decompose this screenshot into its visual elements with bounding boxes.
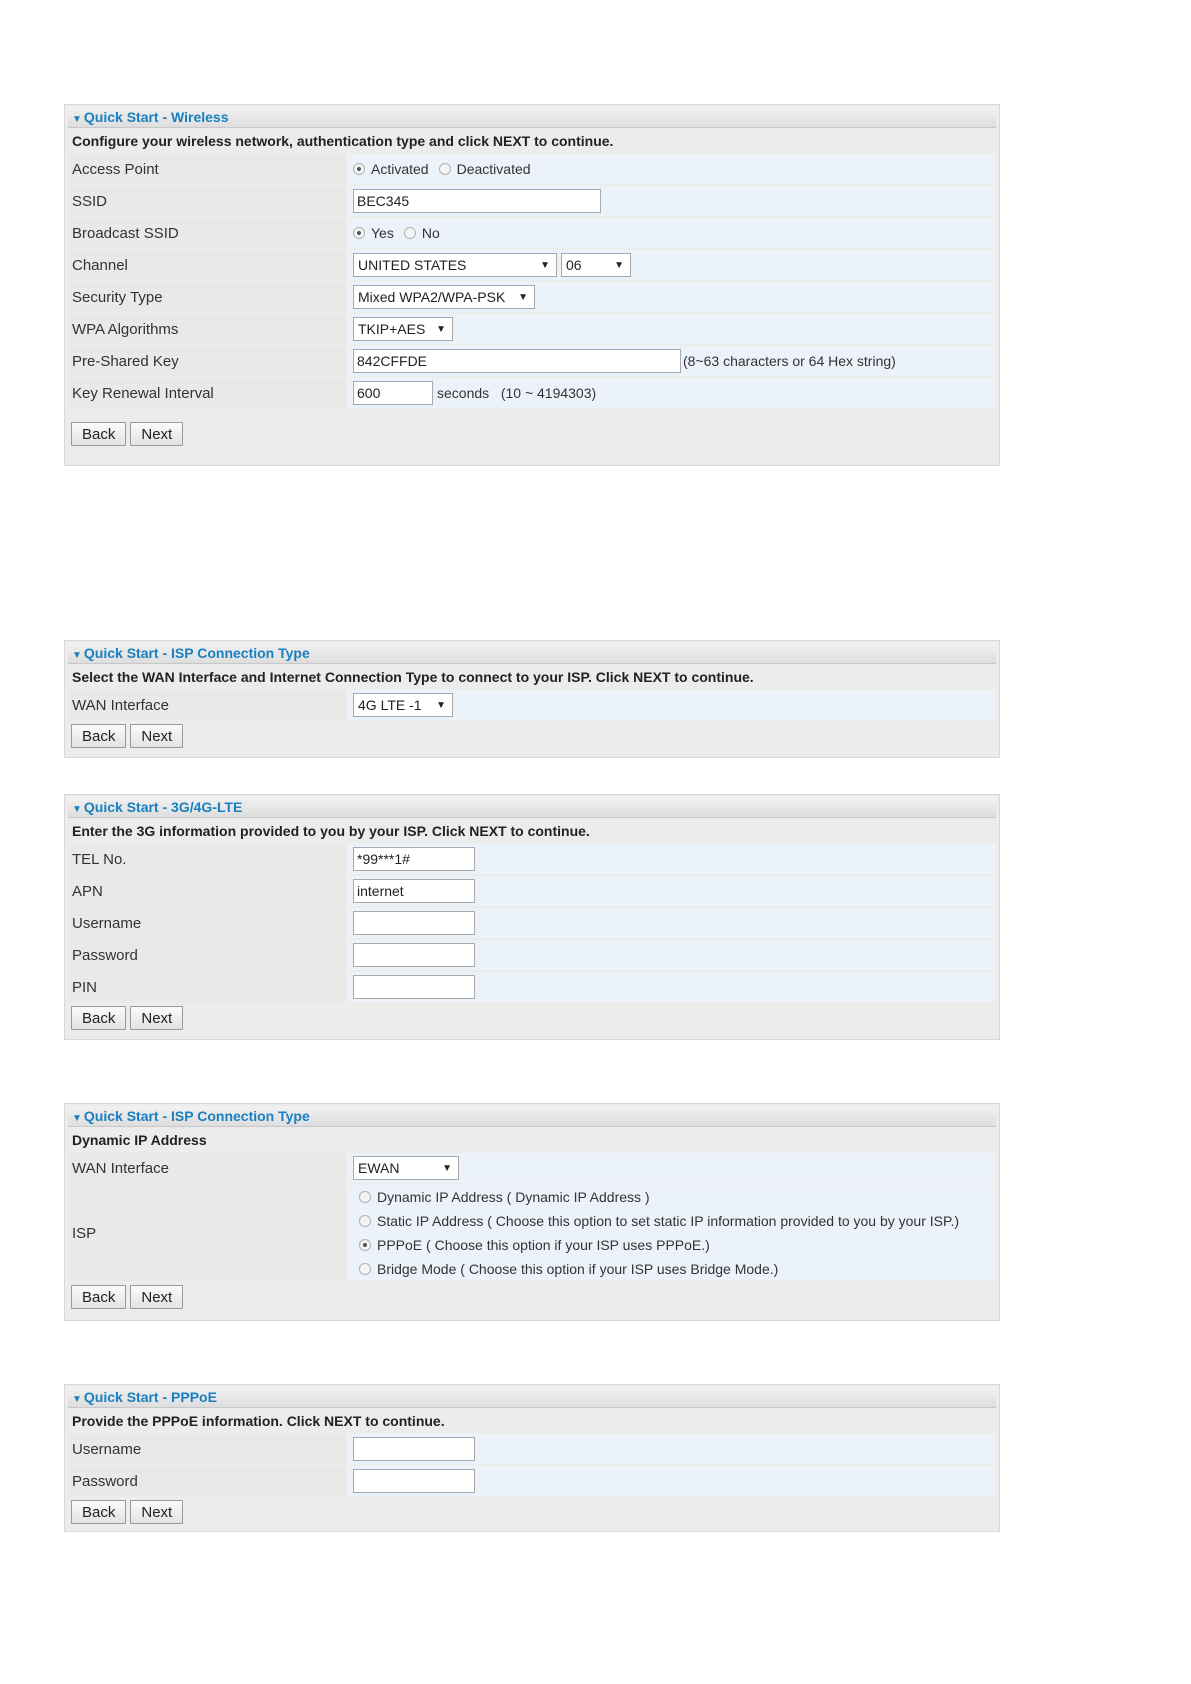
row-lte-username — [68, 908, 996, 938]
row-channel — [68, 250, 996, 280]
isp-option-static-label: Static IP Address ( Choose this option to set static IP information provided to you by your ISP.) — [377, 1213, 960, 1229]
wireless-description: Configure your wireless network, authentication type and click NEXT to continue. — [72, 133, 614, 149]
broadcast-ssid-label: Broadcast SSID — [68, 218, 345, 248]
row-wan-interface-ewan — [68, 1153, 996, 1183]
next-button[interactable]: Next — [130, 1285, 183, 1309]
pppoe-buttons — [68, 1498, 996, 1524]
row-wpa-algorithms — [68, 314, 996, 344]
wireless-buttons — [68, 410, 996, 446]
wireless-panel-title — [68, 107, 996, 128]
channel-country-text: UNITED STATES — [358, 257, 467, 273]
wan-interface-value — [347, 1153, 996, 1183]
back-button[interactable]: Back — [71, 1500, 126, 1524]
wan-interface-text: 4G LTE -1 — [358, 697, 422, 713]
wan-interface-select[interactable] — [353, 693, 453, 717]
tel-no-value — [347, 844, 996, 874]
collapse-triangle-icon[interactable]: ▼ — [72, 114, 82, 125]
next-button[interactable]: Next — [130, 1006, 183, 1030]
next-button[interactable]: Next — [130, 1500, 183, 1524]
pre-shared-key-value — [347, 346, 996, 376]
wpa-algorithms-select[interactable] — [353, 317, 453, 341]
collapse-triangle-icon[interactable]: ▼ — [72, 804, 82, 815]
broadcast-ssid-value — [347, 218, 996, 248]
radio-off-icon[interactable] — [404, 227, 416, 239]
wpa-algorithms-text: TKIP+AES — [358, 321, 426, 337]
collapse-triangle-icon[interactable]: ▼ — [72, 1394, 82, 1405]
collapse-triangle-icon[interactable]: ▼ — [72, 1113, 82, 1124]
row-tel-no — [68, 844, 996, 874]
radio-on-icon[interactable] — [353, 227, 365, 239]
access-point-label: Access Point — [68, 154, 345, 184]
row-pin — [68, 972, 996, 1002]
wan-interface-label: WAN Interface — [68, 1153, 345, 1183]
apn-label: APN — [68, 876, 345, 906]
lte-description: Enter the 3G information provided to you by your ISP. Click NEXT to continue. — [72, 823, 590, 839]
isp-type-title-text: Quick Start - ISP Connection Type — [83, 1108, 310, 1124]
chevron-down-icon: ▼ — [436, 699, 446, 711]
wireless-title-text: Quick Start - Wireless — [83, 109, 229, 125]
pin-label: PIN — [68, 972, 345, 1002]
chevron-down-icon: ▼ — [518, 291, 528, 303]
tel-no-input[interactable]: *99***1# — [353, 847, 475, 871]
next-button[interactable]: Next — [130, 724, 183, 748]
isp-option-bridge-label: Bridge Mode ( Choose this option if your ISP uses Bridge Mode.) — [377, 1261, 779, 1277]
key-renewal-label: Key Renewal Interval — [68, 378, 345, 408]
isp-type-description: Dynamic IP Address — [72, 1132, 207, 1148]
lte-username-value — [347, 908, 996, 938]
pppoe-password-label: Password — [68, 1466, 345, 1496]
isp-option-pppoe-label: PPPoE ( Choose this option if your ISP uses PPPoE.) — [377, 1237, 710, 1253]
key-renewal-value — [347, 378, 996, 408]
access-point-value — [347, 154, 996, 184]
back-button[interactable]: Back — [71, 1285, 126, 1309]
radio-on-icon[interactable] — [359, 1239, 371, 1251]
channel-number-text: 06 — [566, 257, 582, 273]
lte-password-label: Password — [68, 940, 345, 970]
isp-options — [347, 1185, 996, 1281]
next-button[interactable]: Next — [130, 422, 183, 446]
isp-type-panel — [64, 1103, 1000, 1321]
pppoe-password-input[interactable] — [353, 1469, 475, 1493]
key-renewal-hint: seconds (10 ~ 4194303) — [437, 385, 597, 401]
row-lte-password — [68, 940, 996, 970]
key-renewal-input[interactable]: 600 — [353, 381, 433, 405]
deactivated-label: Deactivated — [456, 161, 531, 177]
radio-off-icon[interactable] — [359, 1191, 371, 1203]
isp-label: ISP — [68, 1185, 345, 1281]
isp-option-dynamic-label: Dynamic IP Address ( Dynamic IP Address ) — [377, 1189, 650, 1205]
wan-interface-text: EWAN — [358, 1160, 400, 1176]
pppoe-password-value — [347, 1466, 996, 1496]
pppoe-username-value — [347, 1434, 996, 1464]
chevron-down-icon: ▼ — [442, 1162, 452, 1174]
row-pppoe-username — [68, 1434, 996, 1464]
lte-buttons — [68, 1004, 996, 1030]
collapse-triangle-icon[interactable]: ▼ — [72, 650, 82, 661]
lte-title-text: Quick Start - 3G/4G-LTE — [83, 799, 243, 815]
pppoe-description: Provide the PPPoE information. Click NEXT to continue. — [72, 1413, 445, 1429]
pppoe-panel-title — [68, 1387, 996, 1408]
row-access-point — [68, 154, 996, 184]
isp-connection-description: Select the WAN Interface and Internet Connection Type to connect to your ISP. Click NEXT to continue. — [72, 669, 754, 685]
row-pppoe-password — [68, 1466, 996, 1496]
isp-connection-title-text: Quick Start - ISP Connection Type — [83, 645, 310, 661]
isp-option-bridge[interactable] — [359, 1259, 778, 1279]
security-type-value — [347, 282, 996, 312]
wan-interface-select[interactable] — [353, 1156, 459, 1180]
ssid-label: SSID — [68, 186, 345, 216]
lte-username-label: Username — [68, 908, 345, 938]
isp-connection-buttons — [68, 722, 996, 748]
row-wan-interface — [68, 690, 996, 720]
isp-option-pppoe[interactable] — [359, 1235, 710, 1255]
lte-panel — [64, 794, 1000, 1040]
isp-type-panel-title — [68, 1106, 996, 1127]
pppoe-username-label: Username — [68, 1434, 345, 1464]
channel-value — [347, 250, 996, 280]
back-button[interactable]: Back — [71, 1006, 126, 1030]
channel-country-select[interactable] — [353, 253, 557, 277]
lte-password-input[interactable] — [353, 943, 475, 967]
broadcast-no-option[interactable] — [404, 225, 440, 241]
apn-value — [347, 876, 996, 906]
wireless-panel — [64, 104, 1000, 466]
ssid-value — [347, 186, 996, 216]
broadcast-yes-option[interactable] — [353, 225, 394, 241]
row-broadcast-ssid — [68, 218, 996, 248]
isp-connection-panel — [64, 640, 1000, 758]
radio-off-icon[interactable] — [359, 1263, 371, 1275]
access-point-deactivated-option[interactable] — [439, 161, 531, 177]
pppoe-title-text: Quick Start - PPPoE — [83, 1389, 217, 1405]
radio-on-icon[interactable] — [353, 163, 365, 175]
pin-value — [347, 972, 996, 1002]
security-type-select[interactable] — [353, 285, 535, 309]
activated-label: Activated — [371, 161, 429, 177]
security-type-text: Mixed WPA2/WPA-PSK — [358, 289, 506, 305]
wan-interface-value — [347, 690, 996, 720]
back-button[interactable]: Back — [71, 724, 126, 748]
row-key-renewal — [68, 378, 996, 408]
no-label: No — [421, 225, 440, 241]
isp-connection-panel-title — [68, 643, 996, 664]
chevron-down-icon: ▼ — [540, 259, 550, 271]
yes-label: Yes — [371, 225, 394, 241]
channel-label: Channel — [68, 250, 345, 280]
isp-option-static[interactable] — [359, 1211, 959, 1231]
pppoe-username-input[interactable] — [353, 1437, 475, 1461]
lte-password-value — [347, 940, 996, 970]
pin-input[interactable] — [353, 975, 475, 999]
apn-input[interactable]: internet — [353, 879, 475, 903]
lte-panel-title — [68, 797, 996, 818]
pppoe-panel — [64, 1384, 1000, 1532]
row-ssid — [68, 186, 996, 216]
lte-username-input[interactable] — [353, 911, 475, 935]
tel-no-label: TEL No. — [68, 844, 345, 874]
row-pre-shared-key — [68, 346, 996, 376]
row-isp — [68, 1185, 996, 1281]
access-point-activated-option[interactable] — [353, 161, 429, 177]
security-type-label: Security Type — [68, 282, 345, 312]
ssid-input[interactable]: BEC345 — [353, 189, 601, 213]
radio-off-icon[interactable] — [359, 1215, 371, 1227]
isp-type-buttons — [68, 1283, 996, 1309]
pre-shared-key-hint: (8~63 characters or 64 Hex string) — [683, 353, 896, 369]
wpa-algorithms-value — [347, 314, 996, 344]
row-apn — [68, 876, 996, 906]
chevron-down-icon: ▼ — [614, 259, 624, 271]
pre-shared-key-input[interactable]: 842CFFDE — [353, 349, 681, 373]
channel-number-select[interactable] — [561, 253, 631, 277]
wpa-algorithms-label: WPA Algorithms — [68, 314, 345, 344]
radio-off-icon[interactable] — [439, 163, 451, 175]
back-button[interactable]: Back — [71, 422, 126, 446]
wan-interface-label: WAN Interface — [68, 690, 345, 720]
chevron-down-icon: ▼ — [436, 323, 446, 335]
isp-option-dynamic[interactable] — [359, 1187, 650, 1207]
row-security-type — [68, 282, 996, 312]
pre-shared-key-label: Pre-Shared Key — [68, 346, 345, 376]
